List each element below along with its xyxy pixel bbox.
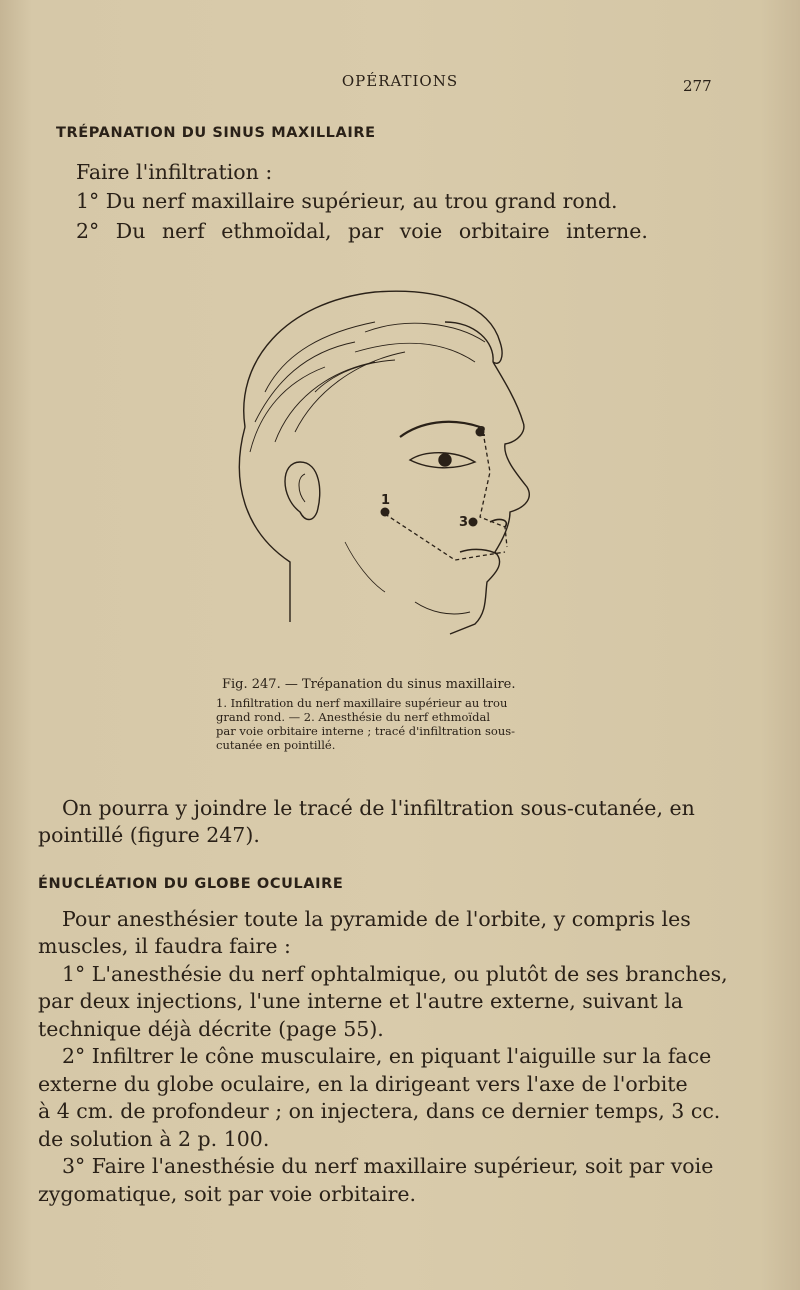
point-2-label: 2 — [477, 425, 487, 440]
point-1-marker — [381, 508, 390, 517]
para-line: à 4 cm. de profondeur ; on injectera, dans ce dernier temps, 3 cc. — [38, 1099, 721, 1123]
figure-caption-line: par voie orbitaire interne ; tracé d'infiltration sous- — [216, 724, 516, 738]
para-line: 2° Du nerf ethmoïdal, par voie orbitaire interne. — [76, 219, 648, 243]
page-number: 277 — [683, 77, 712, 95]
section-heading-trepanation: TRÉPANATION DU SINUS MAXILLAIRE — [56, 125, 376, 141]
para-line: 1° L'anesthésie du nerf ophtalmique, ou plutôt de ses branches, — [62, 962, 728, 986]
mouth — [460, 549, 497, 554]
para-line: de solution à 2 p. 100. — [38, 1127, 270, 1151]
running-title: OPÉRATIONS — [341, 72, 459, 90]
para-line: externe du globe oculaire, en la dirigeant vers l'axe de l'orbite — [38, 1072, 688, 1096]
para-line: technique déjà décrite (page 55). — [38, 1017, 384, 1041]
figure-caption-line: cutanée en pointillé. — [216, 738, 336, 752]
para-line: Faire l'infiltration : — [76, 160, 273, 184]
figure-caption-line: grand rond. — 2. Anesthésie du nerf ethmoïdal — [216, 710, 490, 724]
para-line: par deux injections, l'une interne et l'autre externe, suivant la — [38, 989, 684, 1013]
figure-caption-title: Fig. 247. — Trépanation du sinus maxillaire. — [222, 677, 516, 692]
para-line: pointillé (figure 247). — [38, 823, 260, 847]
para-line: muscles, il faudra faire : — [38, 934, 291, 958]
neck-outline — [239, 427, 290, 622]
para-line: On pourra y joindre le tracé de l'infiltration sous-cutanée, en — [62, 796, 695, 820]
para-line: Pour anesthésier toute la pyramide de l'orbite, y compris les — [62, 907, 691, 931]
point-1-label: 1 — [381, 493, 391, 508]
para-line: zygomatique, soit par voie orbitaire. — [38, 1182, 417, 1206]
dotted-infiltration-path — [385, 514, 505, 560]
point-3-label: 3 — [459, 515, 469, 530]
para-line: 1° Du nerf maxillaire supérieur, au trou grand rond. — [76, 189, 618, 213]
ear — [285, 462, 320, 520]
figure-caption-line: 1. Infiltration du nerf maxillaire supérieur au trou — [216, 696, 508, 710]
eyebrow — [400, 422, 480, 437]
face-profile — [450, 362, 529, 634]
section-heading-enucleation: ÉNUCLÉATION DU GLOBE OCULAIRE — [38, 876, 344, 892]
point-3-marker — [469, 518, 478, 527]
hair-outline — [244, 291, 502, 427]
head-profile-illustration — [205, 282, 545, 662]
para-line: 2° Infiltrer le cône musculaire, en piquant l'aiguille sur la face — [62, 1044, 712, 1068]
para-line: 3° Faire l'anesthésie du nerf maxillaire supérieur, soit par voie — [62, 1154, 714, 1178]
